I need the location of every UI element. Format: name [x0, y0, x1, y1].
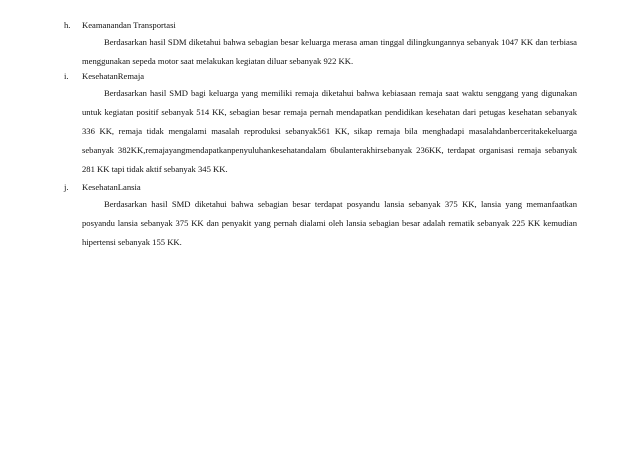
section-title: KesehatanLansia: [82, 182, 141, 192]
section-heading: [64, 69, 577, 84]
section-title: KesehatanRemaja: [82, 71, 145, 81]
section-paragraph: Berdasarkan hasil SMD diketahui bahwa sebagian besar terdapat posyandu lansia sebanyak 375 KK, lansia yang memanfaatkan posyandu lansia sebanyak 375 KK dan penyakit yang pernah dialami oleh lansia sebagian besar adalah rematik sebanyak 225 KK kemudian hipertensi sebanyak 155 KK.: [82, 199, 577, 247]
section-heading: [64, 18, 577, 33]
list-marker: i.: [64, 71, 69, 81]
section-paragraph: Berdasarkan hasil SMD bagi keluarga yang memiliki remaja diketahui bahwa kebiasaan remaja saat waktu senggang yang digunakan untuk kegiatan positif sebanyak 514 KK, sebagian besar remaja pernah mendapatkan pendidikan kesehatan dari petugas kesehatan sebanyak 336 KK, remaja tidak mengalami masalah reproduksi sebanyak561 KK, sikap remaja bila menghadapi masalahdanberceritakekeluarga sebanyak 382KK,remajayangmendapatkanpenyuluhankesehatandalam 6bulanterakhirsebanyak 236KK, terdapat organisasi remaja sebanyak 281 KK tapi tidak aktif sebanyak 345 KK.: [82, 88, 577, 174]
section-paragraph: Berdasarkan hasil SDM diketahui bahwa sebagian besar keluarga merasa aman tinggal dilingkungannya sebanyak 1047 KK dan terbiasa menggunakan sepeda motor saat melakukan kegiatan diluar sebanyak 922 KK.: [82, 37, 577, 66]
section-title: Keamanandan Transportasi: [82, 20, 176, 30]
section-keamanan-transportasi: [64, 18, 577, 71]
list-marker: j.: [64, 182, 69, 192]
section-heading: [64, 180, 577, 195]
list-marker: h.: [64, 20, 71, 30]
section-kesehatan-remaja: [64, 69, 577, 179]
section-kesehatan-lansia: [64, 180, 577, 252]
